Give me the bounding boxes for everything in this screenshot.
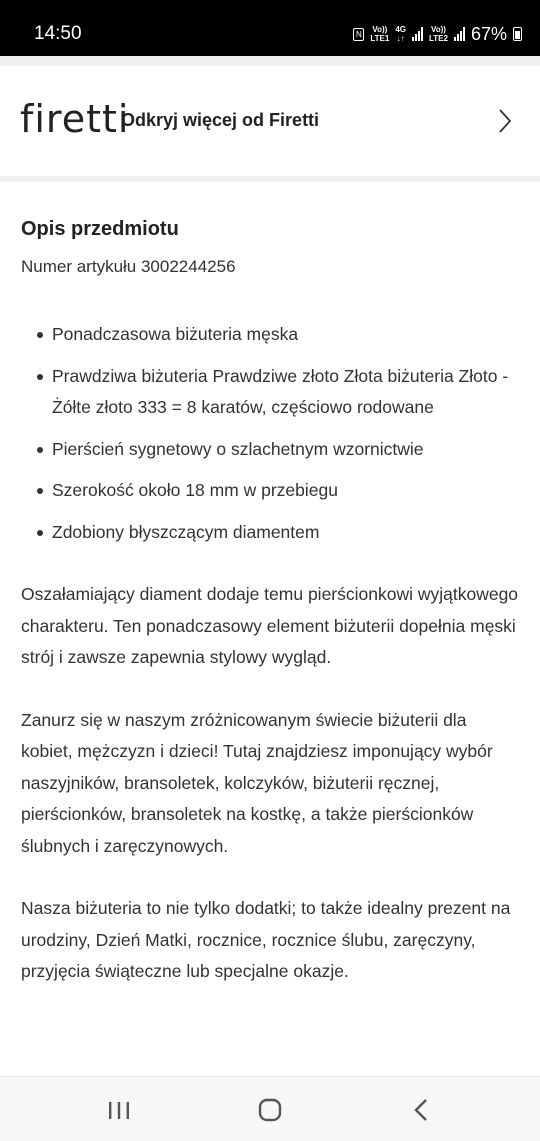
- back-icon[interactable]: [406, 1097, 436, 1123]
- signal-icon: [412, 27, 423, 41]
- list-item: Prawdziwa biżuteria Prawdziwe złoto Złota biżuteria Złoto - Żółte złoto 333 = 8 karatów, częściowo rodowane: [21, 361, 521, 424]
- sim2-volte-label: Vo)): [431, 25, 446, 34]
- sim1-volte-indicator: [370, 25, 389, 43]
- status-time: 14:50: [34, 23, 82, 44]
- brand-logo: firetti: [20, 97, 130, 141]
- battery-percent: 67%: [470, 23, 507, 44]
- brand-link-row[interactable]: [0, 66, 540, 176]
- recents-icon[interactable]: [104, 1097, 134, 1123]
- list-item: Ponadczasowa biżuteria męska: [21, 319, 521, 351]
- list-item: Zdobiony błyszczącym diamentem: [21, 517, 521, 549]
- nfc-icon: N: [353, 28, 364, 41]
- network-type-indicator: [395, 25, 406, 43]
- status-icons: [353, 20, 522, 48]
- chevron-right-icon[interactable]: [494, 108, 514, 134]
- sim1-lte-label: LTE1: [370, 34, 390, 43]
- brand-link-text[interactable]: Odkryj więcej od Firetti: [121, 110, 320, 130]
- data-activity-arrows: ↓↑: [396, 34, 405, 43]
- status-bar: [0, 0, 540, 56]
- item-description: [21, 182, 521, 988]
- home-icon[interactable]: [255, 1097, 285, 1123]
- list-item: Szerokość około 18 mm w przebiegu: [21, 475, 521, 507]
- battery-icon: [513, 27, 522, 41]
- system-navigation-bar: [0, 1076, 540, 1141]
- divider: [0, 56, 540, 66]
- section-title: Opis przedmiotu: [21, 218, 179, 240]
- feature-list: [21, 319, 521, 548]
- signal-icon-sim2: [454, 27, 465, 41]
- description-paragraph: Nasza biżuteria to nie tylko dodatki; to także idealny prezent na urodziny, Dzień Matki, rocznice, rocznice ślubu, zaręczyny, przyjęcia świąteczne lub specjalne okazje.: [21, 898, 511, 981]
- description-paragraph: Zanurz się w naszym zróżnicowanym świecie biżuterii dla kobiet, mężczyzn i dzieci! Tutaj znajdziesz imponujący wybór naszyjników, bransoletek, kolczyków, biżuterii ręcznej, pierścionków, bransoletek na kostkę, a także pierścionków ślubnych i zaręczynowych.: [21, 709, 493, 856]
- article-number: Numer artykułu 3002244256: [21, 257, 236, 276]
- network-type-label: 4G: [395, 25, 406, 34]
- list-item: Pierścień sygnetowy o szlachetnym wzornictwie: [21, 434, 521, 466]
- sim2-volte-indicator: [429, 25, 448, 43]
- description-paragraph: Oszałamiający diament dodaje temu pierścionkowi wyjątkowego charakteru. Ten ponadczasowy element biżuterii dopełnia męski strój i zawsze zapewnia stylowy wygląd.: [21, 584, 519, 667]
- sim1-volte-label: Vo)): [372, 25, 388, 34]
- sim2-lte-label: LTE2: [429, 34, 448, 43]
